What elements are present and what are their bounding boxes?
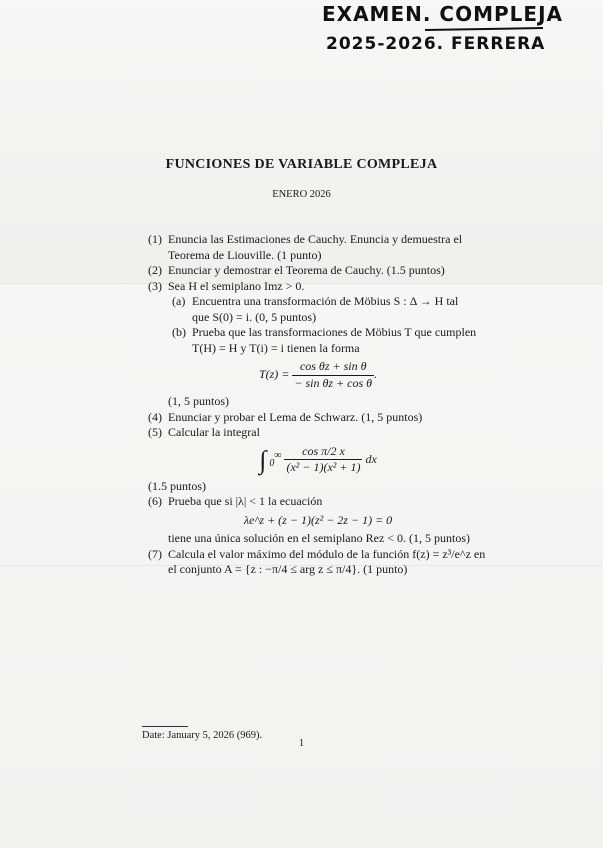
- subquestion-letter: (b): [172, 325, 186, 339]
- formula-denominator: − sin θz + cos θ: [294, 375, 373, 390]
- question-6: [148, 494, 488, 510]
- exam-date: ENERO 2026: [272, 189, 331, 200]
- question-text: Enunciar y demostrar el Teorema de Cauchy. (1.5 puntos): [168, 263, 445, 277]
- handwritten-course: 2025-2026. FERRERA: [326, 34, 546, 54]
- questions: [148, 232, 488, 578]
- integral-dx: dx: [365, 451, 377, 466]
- question-text: Calcula el valor máximo del módulo de la función f(z) = z³/e^z en: [168, 546, 486, 561]
- question-5: [148, 425, 488, 441]
- mobius-formula: [148, 359, 488, 391]
- question-number: (2): [148, 263, 162, 277]
- question-3-points: (1, 5 puntos): [168, 394, 229, 408]
- subquestion-text: T(H) = H y T(i) = i tienen la forma: [192, 340, 360, 355]
- question-6-text: tiene una única solución en el semiplano Rez < 0. (1, 5 puntos): [168, 531, 471, 545]
- question-text: Calcular la integral: [168, 425, 260, 439]
- question-number: (4): [148, 409, 162, 424]
- question-1: [148, 232, 488, 263]
- integral-denominator: (x² − 1)(x² + 1): [286, 460, 361, 474]
- question-3a: [148, 294, 488, 325]
- question-7: [148, 547, 488, 578]
- equation: λe^z + (z − 1)(z² − 2z − 1) = 0: [243, 512, 393, 527]
- question-3: [148, 279, 488, 295]
- handwritten-underline: [425, 27, 543, 31]
- subquestion-letter: (a): [172, 294, 186, 308]
- question-text: Teorema de Liouville. (1 punto): [168, 247, 322, 262]
- question-text: Sea H el semiplano Imz > 0.: [168, 278, 305, 293]
- question-number: (1): [148, 232, 162, 246]
- integral-sign: ∫: [259, 444, 267, 474]
- question-2: [148, 263, 488, 279]
- integral-upper-limit: ∞: [274, 449, 282, 461]
- subquestion-text: Prueba que las transformaciones de Möbius T que cumplen: [192, 325, 477, 339]
- question-3b: [148, 325, 488, 356]
- question-number: (7): [148, 546, 162, 561]
- integral-formula: [148, 444, 488, 476]
- handwritten-title: EXAMEN. COMPLEJA: [322, 2, 563, 26]
- integral-numerator: cos π/2 x: [284, 444, 362, 461]
- question-text: Prueba que si |λ| < 1 la ecuación: [168, 494, 323, 508]
- subquestion-text: que S(0) = i. (0, 5 puntos): [192, 309, 317, 324]
- question-text: Enuncia las Estimaciones de Cauchy. Enuncia y demuestra el: [168, 232, 463, 246]
- integral-lower-limit: 0: [269, 457, 275, 469]
- question-text: Enunciar y probar el Lema de Schwarz. (1, 5 puntos): [168, 409, 423, 424]
- question-number: (3): [148, 278, 162, 293]
- footnote: Date: January 5, 2026 (969).: [142, 730, 263, 741]
- formula-end: .: [374, 366, 378, 381]
- formula-fraction: [292, 359, 374, 391]
- footnote-rule: [142, 726, 188, 727]
- question-number: (5): [148, 425, 162, 439]
- question-number: (6): [148, 494, 162, 508]
- formula-lhs: T(z) =: [258, 366, 290, 381]
- question-4: [148, 410, 488, 426]
- exam-title: FUNCIONES DE VARIABLE COMPLEJA: [165, 157, 438, 172]
- page-number: 1: [298, 738, 305, 749]
- formula-numerator: cos θz + sin θ: [292, 359, 374, 376]
- subquestion-text: Encuentra una transformación de Möbius S : Δ → H tal: [192, 294, 459, 308]
- integral-fraction: [284, 444, 362, 476]
- question-5-points: (1.5 puntos): [148, 478, 206, 493]
- question-text: el conjunto A = {z : −π/4 ≤ arg z ≤ π/4}. (1 punto): [168, 562, 408, 576]
